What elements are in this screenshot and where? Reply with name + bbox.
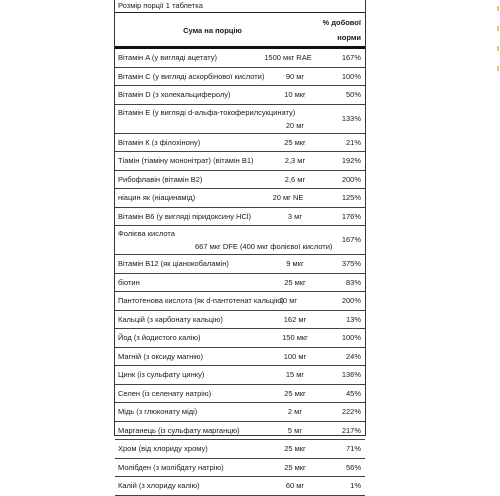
nutrient-row	[115, 255, 365, 274]
nutrient-row	[115, 49, 365, 68]
nutrient-amount: 150 мкг	[282, 333, 308, 342]
nutrient-daily-value: 136%	[341, 370, 361, 379]
nutrient-amount: 20 мг	[285, 120, 305, 130]
daily-value-heading-line1: % добової	[322, 18, 361, 27]
nutrient-row	[115, 171, 365, 190]
nutrient-row	[115, 329, 365, 348]
nutrient-name: Селен (із селенату натрію)	[118, 388, 212, 398]
nutrient-row	[115, 226, 365, 255]
nutrient-amount: 10 мкг	[284, 90, 306, 99]
nutrient-row	[115, 134, 365, 153]
nutrient-amount: 20 мг NE	[272, 193, 304, 202]
nutrient-amount: 100 мг	[283, 351, 307, 361]
nutrient-row	[115, 422, 365, 441]
nutrient-daily-value: 200%	[341, 174, 361, 184]
nutrient-row	[115, 440, 365, 459]
nutrient-name: Цинк (із сульфату цинку)	[118, 370, 205, 379]
nutrient-daily-value: 167%	[341, 235, 361, 244]
nutrient-amount: 10 мг	[278, 296, 298, 305]
nutrient-name: Хром (від хлориду хрому)	[118, 444, 208, 453]
nutrient-row	[115, 68, 365, 87]
nutrient-row	[115, 274, 365, 293]
nutrient-daily-value: 83%	[345, 277, 361, 287]
nutrient-amount: 15 мг	[285, 370, 305, 379]
nutrient-list	[115, 49, 365, 496]
nutrient-daily-value: 71%	[345, 444, 361, 453]
nutrient-name: Йод (з йодистого калію)	[118, 333, 201, 342]
nutrient-amount: 25 мкг	[284, 137, 306, 147]
nutrient-row	[115, 459, 365, 478]
nutrient-amount: 9 мкг	[286, 259, 304, 268]
nutrient-row	[115, 385, 365, 404]
nutrient-name: Тіамін (тіаміну мононітрат) (вітамін B1)	[118, 156, 254, 165]
nutrient-daily-value: 176%	[341, 211, 361, 221]
nutrient-row	[115, 152, 365, 171]
decorative-mark	[497, 6, 499, 11]
nutrient-name: Вітамін C (у вигляді аскорбінової кислоти)	[118, 71, 265, 81]
supplement-facts-panel	[114, 0, 366, 490]
nutrient-daily-value: 375%	[341, 259, 361, 268]
nutrient-amount: 2 мг	[287, 407, 303, 416]
nutrient-amount: 60 мг	[285, 481, 305, 490]
nutrient-amount: 25 мкг	[284, 462, 306, 472]
nutrient-daily-value: 100%	[341, 333, 361, 342]
nutrient-name: ніацин як (ніацинамід)	[118, 193, 196, 202]
nutrient-row	[115, 348, 365, 367]
nutrient-row	[115, 208, 365, 227]
nutrient-name: Вітамін D (з холекальциферолу)	[118, 90, 231, 99]
nutrient-daily-value: 56%	[345, 462, 361, 472]
nutrient-name: Вітамін A (у вигляді ацетату)	[118, 53, 217, 62]
nutrient-row	[115, 477, 365, 496]
nutrient-name: біотин	[118, 277, 140, 287]
nutrient-amount: 3 мг	[287, 211, 303, 221]
nutrient-daily-value: 21%	[345, 137, 361, 147]
nutrient-name: Фолієва кислота	[118, 229, 175, 238]
nutrient-row	[115, 292, 365, 311]
nutrient-name: Марганець (із сульфату марганцю)	[118, 425, 240, 435]
nutrient-name: Вітамін E (у вигляді d-альфа-токоферилсукцинату)	[118, 107, 296, 117]
decorative-mark	[497, 46, 499, 51]
table-header	[115, 13, 365, 49]
nutrient-row	[115, 403, 365, 422]
nutrient-amount: 667 мкг DFE (400 мкг фолієвої кислоти)	[195, 242, 333, 251]
nutrient-daily-value: 125%	[341, 193, 361, 202]
nutrient-amount: 1500 мкг RAE	[264, 53, 312, 62]
nutrient-daily-value: 24%	[345, 351, 361, 361]
nutrient-row	[115, 86, 365, 105]
nutrient-daily-value: 1%	[350, 481, 361, 490]
nutrient-daily-value: 133%	[341, 113, 361, 123]
nutrient-amount: 25 мкг	[284, 388, 306, 398]
nutrient-name: Вітамін B6 (у вигляді піридоксину HCl)	[118, 211, 252, 221]
nutrient-daily-value: 167%	[341, 53, 361, 62]
nutrient-amount: 5 мг	[287, 425, 303, 435]
nutrient-amount: 162 мг	[283, 314, 307, 324]
nutrient-name: Вітамін К (з філохінону)	[118, 137, 201, 147]
nutrient-amount: 2,6 мг	[284, 174, 306, 184]
nutrient-name: Мідь (з глюконату міді)	[118, 407, 198, 416]
nutrient-name: Калій (з хлориду калію)	[118, 481, 200, 490]
nutrient-row	[115, 105, 365, 134]
serving-size: Розмір порції 1 таблетка	[115, 0, 365, 13]
nutrient-daily-value: 217%	[341, 425, 361, 435]
nutrient-daily-value: 200%	[341, 296, 361, 305]
daily-value-heading	[311, 15, 361, 45]
decorative-mark	[497, 66, 499, 71]
nutrient-daily-value: 50%	[345, 90, 361, 99]
amount-per-serving-heading: Сума на порцію	[183, 26, 242, 35]
nutrient-daily-value: 222%	[341, 407, 361, 416]
nutrient-name: Магній (з оксиду магнію)	[118, 351, 204, 361]
nutrient-name: Молібден (з молібдату натрію)	[118, 462, 224, 472]
nutrient-amount: 25 мкг	[284, 444, 306, 453]
nutrient-amount: 25 мкг	[284, 277, 306, 287]
nutrient-name: Рибофлавін (вітамін B2)	[118, 174, 203, 184]
nutrient-amount: 90 мг	[285, 71, 305, 81]
nutrient-daily-value: 45%	[345, 388, 361, 398]
nutrient-daily-value: 192%	[341, 156, 361, 165]
daily-value-heading-line2: норми	[337, 33, 361, 42]
nutrient-daily-value: 100%	[341, 71, 361, 81]
nutrient-row	[115, 311, 365, 330]
nutrient-name: Вітамін B12 (як ціанокобаламін)	[118, 259, 229, 268]
nutrient-name: Пантотенова кислота (як d-пантотенат кальцію)	[118, 296, 284, 305]
nutrient-amount: 2,3 мг	[284, 156, 306, 165]
nutrient-row	[115, 366, 365, 385]
decorative-mark	[497, 26, 499, 31]
nutrient-row	[115, 189, 365, 208]
nutrient-daily-value: 13%	[345, 314, 361, 324]
nutrient-name: Кальцій (з карбонату кальцію)	[118, 314, 223, 324]
